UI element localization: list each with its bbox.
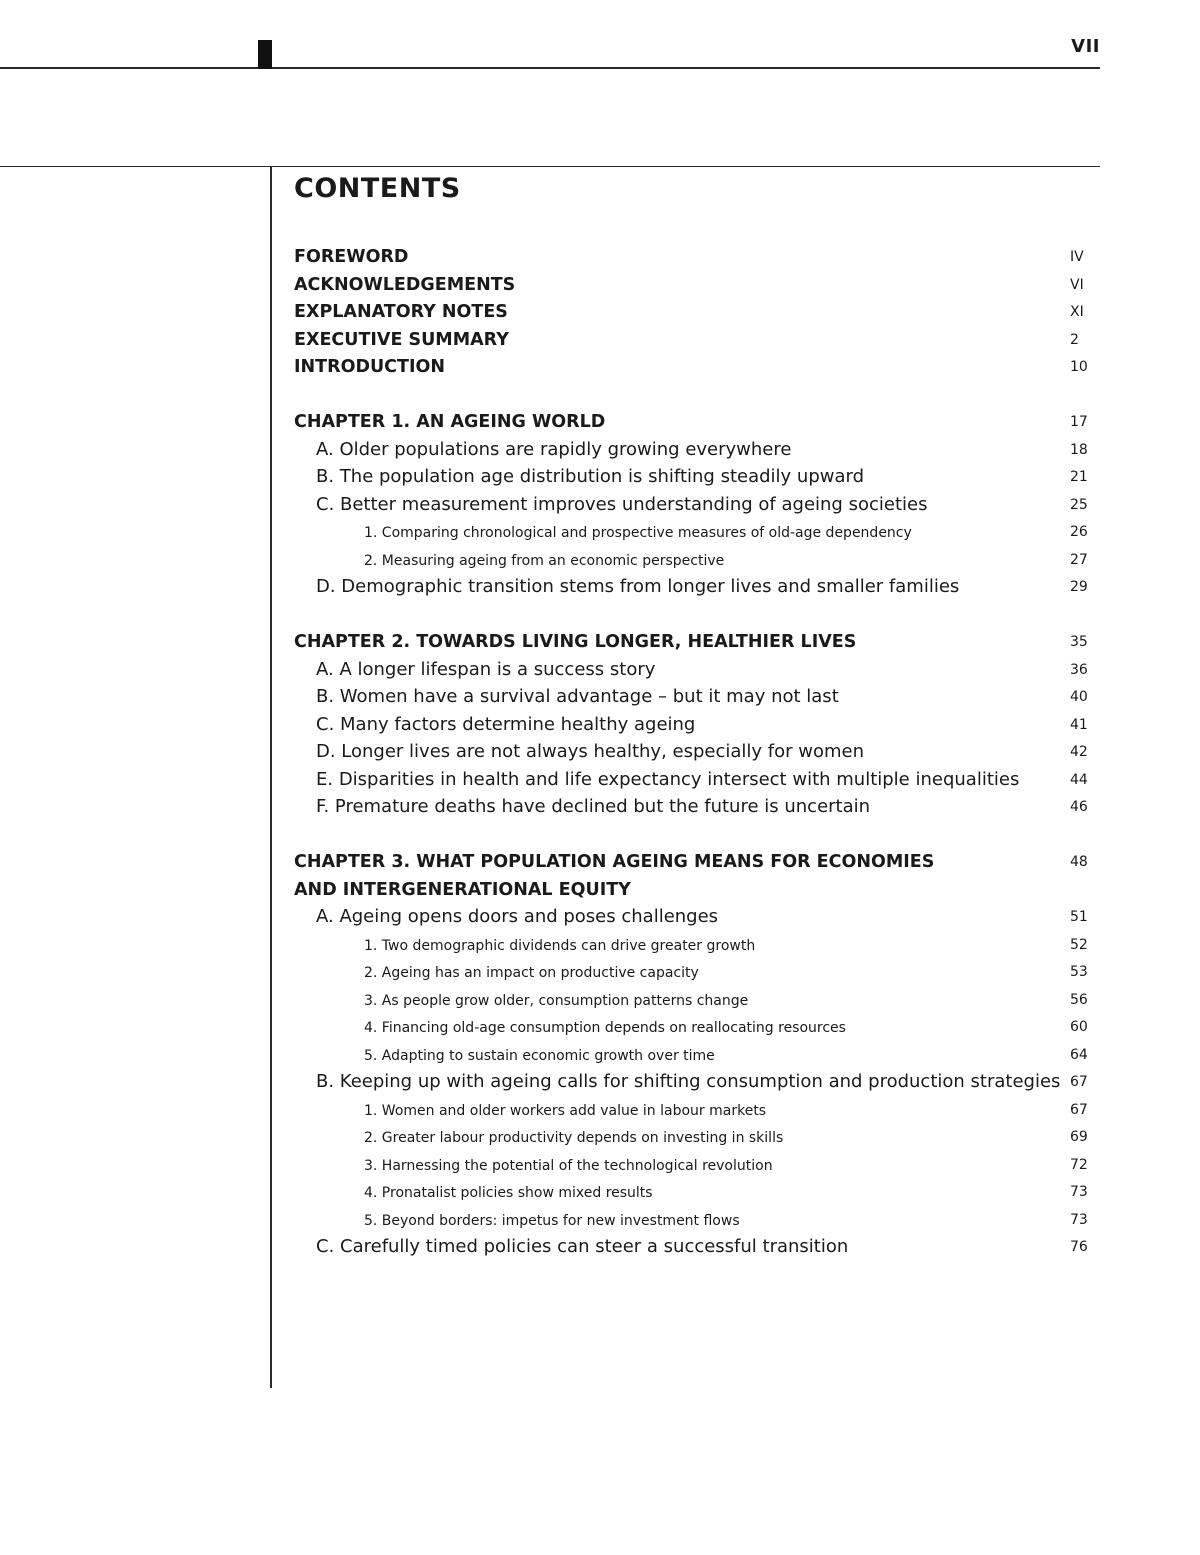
toc-entry-subsection[interactable]	[294, 1096, 1094, 1124]
toc-entry-text: B. Keeping up with ageing calls for shifting consumption and production strategies	[316, 1071, 1061, 1092]
toc-page-number: 73	[1070, 1184, 1088, 1200]
toc-entry-text: D. Demographic transition stems from longer lives and smaller families	[316, 576, 960, 597]
toc-page-number: 27	[1070, 551, 1088, 568]
toc-entry-subsection[interactable]	[294, 1013, 1094, 1041]
toc-entry-subsection[interactable]	[294, 1206, 1094, 1234]
header-rule	[0, 67, 1100, 69]
toc-page-number: 26	[1070, 524, 1088, 540]
toc-page-number: 67	[1070, 1101, 1088, 1118]
toc-entry-text: 1. Two demographic dividends can drive greater growth	[364, 937, 756, 954]
toc-entry-text: C. Carefully timed policies can steer a successful transition	[316, 1236, 849, 1257]
toc-entry-section[interactable]	[294, 766, 1094, 794]
toc-entry-text: CHAPTER 3. WHAT POPULATION AGEING MEANS FOR ECONOMIES	[294, 852, 935, 872]
toc-entry-text: D. Longer lives are not always healthy, especially for women	[316, 741, 865, 762]
toc-page-number: 76	[1070, 1239, 1088, 1255]
toc-entry-section[interactable]	[294, 1068, 1094, 1096]
toc-page-number: 52	[1070, 936, 1088, 953]
toc-page-number: 41	[1070, 716, 1088, 733]
toc-entry-section[interactable]	[294, 463, 1094, 491]
toc-entry-text: INTRODUCTION	[294, 357, 445, 377]
toc-entry-chapter-2[interactable]	[294, 628, 1094, 656]
toc-page-number: 29	[1070, 579, 1088, 595]
toc-entry-text: A. Older populations are rapidly growing everywhere	[316, 438, 792, 460]
toc-entry-section[interactable]	[294, 738, 1094, 766]
toc-entry-introduction[interactable]	[294, 353, 1094, 381]
toc-page-number: 51	[1070, 909, 1088, 925]
contents-title: CONTENTS	[294, 173, 461, 204]
toc-page-number: 2	[1070, 331, 1079, 348]
toc-spacer	[294, 821, 1094, 849]
toc-page-number: VI	[1070, 276, 1084, 293]
toc-entry-text: B. The population age distribution is shifting steadily upward	[316, 466, 865, 487]
toc-entry-section[interactable]	[294, 1233, 1094, 1261]
toc-entry-text: 3. As people grow older, consumption patterns change	[364, 992, 749, 1009]
toc-page-number: 53	[1070, 964, 1088, 980]
toc-entry-text: ACKNOWLEDGEMENTS	[294, 274, 516, 295]
toc-entry-section[interactable]	[294, 491, 1094, 519]
toc-page-number: 69	[1070, 1129, 1088, 1145]
toc-entry-text: F. Premature deaths have declined but the future is uncertain	[316, 796, 871, 817]
page-number: VII	[1071, 36, 1100, 57]
toc-entry-subsection[interactable]	[294, 1041, 1094, 1069]
toc-entry-text: 3. Harnessing the potential of the technological revolution	[364, 1157, 773, 1174]
toc-entry-text: 2. Ageing has an impact on productive capacity	[364, 965, 699, 981]
table-of-contents	[294, 243, 1094, 1261]
toc-page-number: 17	[1070, 414, 1088, 430]
toc-page-number: 44	[1070, 771, 1088, 788]
toc-entry-text: A. Ageing opens doors and poses challenges	[316, 906, 719, 927]
toc-page-number: IV	[1070, 249, 1084, 265]
section-rule	[0, 166, 1100, 167]
toc-entry-text: C. Better measurement improves understanding of ageing societies	[316, 493, 928, 515]
toc-entry-subsection[interactable]	[294, 1178, 1094, 1206]
toc-entry-text: AND INTERGENERATIONAL EQUITY	[294, 879, 631, 900]
toc-page-number: XI	[1070, 304, 1084, 320]
toc-page-number: 18	[1070, 441, 1088, 458]
header-marker	[258, 40, 272, 69]
toc-entry-subsection[interactable]	[294, 1123, 1094, 1151]
toc-entry-chapter-3[interactable]	[294, 848, 1094, 876]
toc-entry-acknowledgements[interactable]	[294, 271, 1094, 299]
toc-entry-section[interactable]	[294, 793, 1094, 821]
toc-page-number: 40	[1070, 689, 1088, 705]
toc-entry-text: 4. Financing old-age consumption depends on reallocating resources	[364, 1020, 846, 1036]
toc-page-number: 73	[1070, 1211, 1088, 1228]
toc-entry-subsection[interactable]	[294, 546, 1094, 574]
toc-page-number: 46	[1070, 799, 1088, 815]
toc-entry-text: A. A longer lifespan is a success story	[316, 658, 656, 680]
toc-entry-text: EXPLANATORY NOTES	[294, 302, 508, 322]
toc-page-number: 25	[1070, 496, 1088, 513]
toc-entry-section[interactable]	[294, 903, 1094, 931]
toc-entry-section[interactable]	[294, 711, 1094, 739]
toc-page-number: 60	[1070, 1019, 1088, 1035]
toc-entry-subsection[interactable]	[294, 958, 1094, 986]
toc-page-number: 72	[1070, 1156, 1088, 1173]
toc-entry-text: C. Many factors determine healthy ageing	[316, 713, 696, 735]
toc-entry-section[interactable]	[294, 683, 1094, 711]
toc-entry-text: CHAPTER 2. TOWARDS LIVING LONGER, HEALTHIER LIVES	[294, 632, 857, 652]
toc-page-number: 42	[1070, 744, 1088, 760]
toc-entry-text: 4. Pronatalist policies show mixed results	[364, 1185, 653, 1201]
toc-page-number: 64	[1070, 1046, 1088, 1063]
toc-entry-text: 1. Women and older workers add value in labour markets	[364, 1102, 767, 1119]
toc-entry-foreword[interactable]	[294, 243, 1094, 271]
toc-entry-chapter-1[interactable]	[294, 408, 1094, 436]
toc-page-number: 21	[1070, 469, 1088, 485]
toc-entry-text: E. Disparities in health and life expectancy intersect with multiple inequalities	[316, 768, 1020, 790]
toc-entry-text: EXECUTIVE SUMMARY	[294, 329, 509, 350]
toc-entry-text: 1. Comparing chronological and prospective measures of old-age dependency	[364, 525, 912, 541]
toc-entry-explanatory-notes[interactable]	[294, 298, 1094, 326]
toc-entry-subsection[interactable]	[294, 518, 1094, 546]
toc-entry-subsection[interactable]	[294, 931, 1094, 959]
toc-page-number: 67	[1070, 1074, 1088, 1090]
toc-entry-section[interactable]	[294, 436, 1094, 464]
toc-spacer	[294, 381, 1094, 409]
toc-page-number: 35	[1070, 634, 1088, 650]
toc-entry-text: 5. Adapting to sustain economic growth over time	[364, 1047, 715, 1064]
vertical-rule	[270, 166, 272, 1388]
toc-entry-text: 2. Measuring ageing from an economic perspective	[364, 552, 725, 569]
toc-spacer	[294, 601, 1094, 629]
toc-entry-text: 2. Greater labour productivity depends on investing in skills	[364, 1130, 784, 1146]
toc-entry-text: FOREWORD	[294, 247, 409, 267]
toc-entry-section[interactable]	[294, 656, 1094, 684]
toc-entry-text: CHAPTER 1. AN AGEING WORLD	[294, 412, 606, 432]
toc-entry-subsection[interactable]	[294, 986, 1094, 1014]
toc-page-number: 56	[1070, 991, 1088, 1008]
toc-entry-section[interactable]	[294, 573, 1094, 601]
toc-page-number: 36	[1070, 661, 1088, 678]
toc-entry-chapter-3-continued[interactable]	[294, 876, 1094, 904]
toc-entry-text: 5. Beyond borders: impetus for new investment flows	[364, 1212, 740, 1229]
toc-entry-subsection[interactable]	[294, 1151, 1094, 1179]
toc-entry-text: B. Women have a survival advantage – but it may not last	[316, 686, 839, 707]
toc-page-number: 48	[1070, 854, 1088, 870]
toc-page-number: 10	[1070, 359, 1088, 375]
toc-entry-executive-summary[interactable]	[294, 326, 1094, 354]
